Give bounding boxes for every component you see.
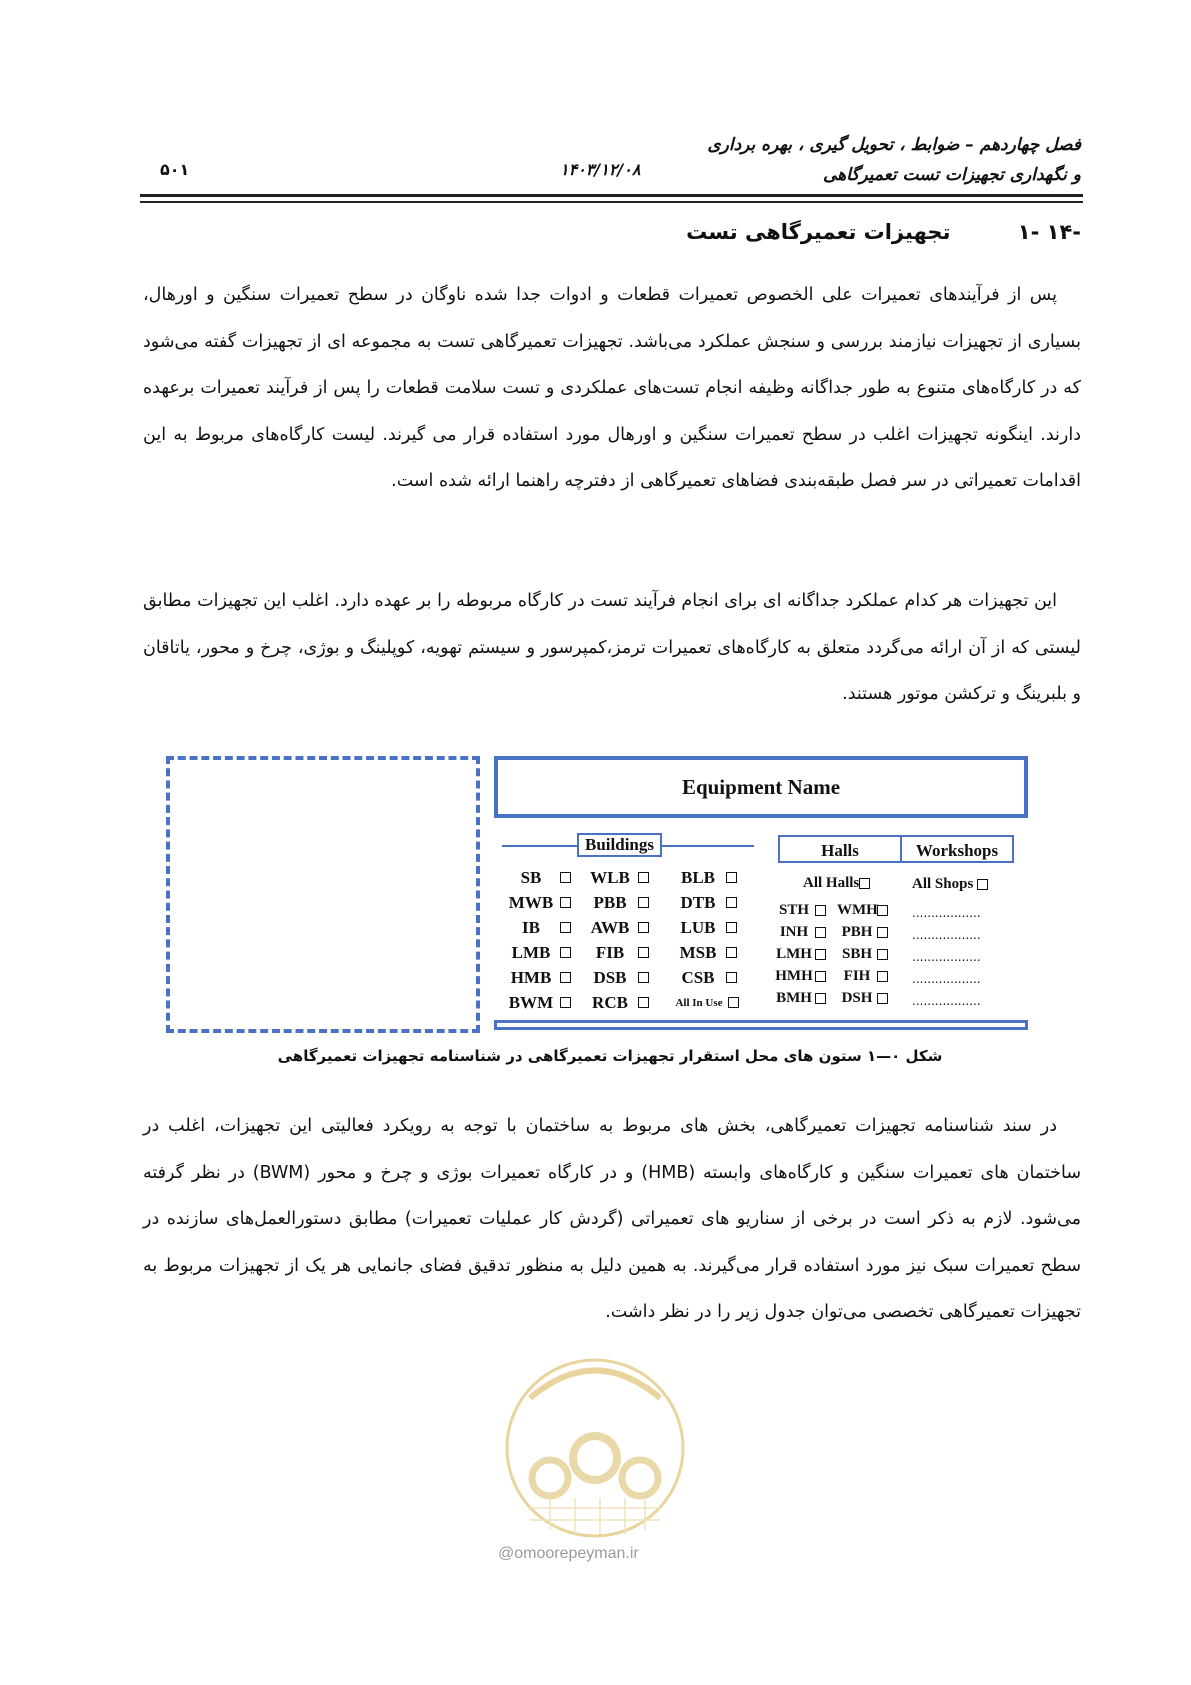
- image-placeholder-frame: [166, 756, 480, 1033]
- building-code: PBB: [593, 892, 627, 912]
- hall-checkbox[interactable]: [815, 949, 826, 960]
- hall-checkbox[interactable]: [877, 971, 888, 982]
- halls-row: [773, 899, 903, 921]
- shops-list: [912, 902, 981, 1012]
- shop-placeholder-line: ..................: [912, 906, 981, 920]
- hall-checkbox[interactable]: [877, 905, 888, 916]
- building-code: DSB: [593, 967, 627, 987]
- building-code: IB: [522, 917, 540, 937]
- hall-code: INH: [779, 923, 809, 940]
- halls-row: [773, 965, 903, 987]
- hall-checkbox[interactable]: [815, 993, 826, 1004]
- building-code: MWB: [508, 892, 554, 912]
- building-code: WLB: [590, 867, 630, 887]
- workshops-label: Workshops: [900, 835, 1014, 863]
- watermark-url: @omoorepeyman.ir: [498, 1545, 639, 1562]
- all-halls: [803, 875, 870, 892]
- building-checkbox[interactable]: [560, 872, 571, 883]
- hall-checkbox[interactable]: [815, 971, 826, 982]
- building-checkbox[interactable]: [728, 997, 739, 1008]
- equipment-name-label: Equipment Name: [681, 774, 841, 799]
- all-shops-label: All Shops: [912, 876, 974, 892]
- hall-code: LMH: [776, 945, 812, 962]
- buildings-label: Buildings: [577, 833, 662, 857]
- shop-placeholder-line: ..................: [912, 950, 981, 964]
- hall-code: WMH: [837, 901, 878, 918]
- hall-checkbox[interactable]: [877, 949, 888, 960]
- chapter-title-line1: فصل چهاردهم – ضوابط ، تحویل گیری ، بهره برداری: [707, 135, 1081, 155]
- page-number: ۵۰۱: [160, 160, 190, 179]
- building-checkbox[interactable]: [638, 947, 649, 958]
- building-checkbox[interactable]: [560, 997, 571, 1008]
- figure-bottom-bar: [494, 1020, 1028, 1030]
- buildings-row: [502, 915, 760, 940]
- building-checkbox[interactable]: [560, 972, 571, 983]
- hall-code: FIH: [843, 967, 871, 984]
- figure-caption: شکل ۰—۱ ستون های محل استقرار تجهیزات تعمیرگاهی در شناسنامه تجهیزات تعمیرگاهی: [277, 1047, 943, 1065]
- building-checkbox[interactable]: [726, 897, 737, 908]
- shop-placeholder-line: ..................: [912, 994, 981, 1008]
- building-checkbox[interactable]: [726, 947, 737, 958]
- building-checkbox[interactable]: [638, 972, 649, 983]
- paragraph-2: [143, 578, 1081, 718]
- all-halls-checkbox[interactable]: [859, 878, 870, 889]
- building-checkbox[interactable]: [638, 872, 649, 883]
- building-checkbox[interactable]: [638, 922, 649, 933]
- chapter-title: [707, 130, 1081, 190]
- all-halls-label: All Halls: [803, 875, 860, 891]
- halls-row: [773, 987, 903, 1009]
- building-checkbox[interactable]: [560, 947, 571, 958]
- building-checkbox[interactable]: [726, 972, 737, 983]
- building-code: SB: [520, 867, 542, 887]
- section-title: تجهیزات تعمیرگاهی تست: [686, 220, 951, 244]
- equipment-name-box: [494, 756, 1028, 818]
- hall-checkbox[interactable]: [877, 927, 888, 938]
- building-code: LUB: [680, 917, 716, 937]
- building-checkbox[interactable]: [726, 922, 737, 933]
- hall-checkbox[interactable]: [877, 993, 888, 1004]
- paragraph-1-text: پس از فرآیندهای تعمیرات علی الخصوص تعمیرات قطعات و ادوات جدا شده ناوگان در سطح تعمیرات سنگین و اورهال، بسیاری از تجهیزات نیازمند بررسی و سنجش عملکرد می‌باشد. تجهیزات تعمیرگاهی تست به مجموعه ای از تجهیزات گفته می‌شود که در کارگاه‌های متنوع به طور جداگانه وظیفه انجام تست‌های عملکردی و تست سلامت قطعات را پس از فرآیند تعمیرات برعهده دارند. اینگونه تجهیزات اغلب در سطح تعمیرات سنگین و اورهال مورد استفاده قرار می گیرند. لیست کارگاه‌های مربوط به این اقدامات تعمیراتی در سر فصل طبقه‌بندی فضاهای تعمیرگاهی از دفترچه راهنما ارائه شده است.: [143, 285, 1081, 491]
- building-code: HMB: [510, 967, 552, 987]
- building-checkbox[interactable]: [726, 872, 737, 883]
- paragraph-3: [143, 1103, 1081, 1336]
- all-shops: [912, 876, 988, 893]
- watermark-logo: [490, 1348, 700, 1542]
- building-code: DTB: [680, 892, 716, 912]
- section-heading: [686, 220, 1081, 244]
- building-code: CSB: [681, 967, 715, 987]
- hall-code: PBH: [841, 923, 873, 940]
- hall-code: BMH: [776, 989, 812, 1006]
- hall-checkbox[interactable]: [815, 927, 826, 938]
- buildings-grid: [502, 865, 760, 1015]
- halls-label: Halls: [778, 835, 902, 863]
- halls-row: [773, 943, 903, 965]
- building-checkbox[interactable]: [560, 922, 571, 933]
- hall-code: HMH: [775, 967, 813, 984]
- halls-grid: [773, 899, 903, 1009]
- buildings-row: [502, 965, 760, 990]
- building-code: BLB: [680, 867, 716, 887]
- building-code: BWM: [508, 992, 554, 1012]
- paragraph-1: [143, 272, 1081, 505]
- section-number: -۱۴ -۱: [1017, 220, 1081, 244]
- buildings-row: [502, 890, 760, 915]
- halls-row: [773, 921, 903, 943]
- hall-code: STH: [778, 901, 809, 918]
- shop-placeholder-line: ..................: [912, 972, 981, 986]
- building-code: FIB: [595, 942, 625, 962]
- building-code: LMB: [511, 942, 551, 962]
- all-shops-checkbox[interactable]: [977, 879, 988, 890]
- building-code: All In Use: [675, 996, 723, 1009]
- paragraph-3-text: در سند شناسنامه تجهیزات تعمیرگاهی، بخش های مربوط به ساختمان با توجه به رویکرد فعالیتی این تجهیزات، اغلب در ساختمان های تعمیرات سنگین و کارگاه‌های وابسته (HMB) و در کارگاه تعمیرات بوژی و چرخ و محور (BWM) در نظر گرفته می‌شود. لازم به ذکر است در برخی از سناریو های تعمیراتی (گردش کار عملیات تعمیرات) مطابق دستورالعمل‌های سازنده در سطح تعمیرات سبک نیز مورد استفاده قرار می‌گیرند. به همین دلیل به منظور تدقیق فضای جانمایی هر یک از تجهیزات مربوط به تجهیزات تعمیرگاهی تخصصی می‌توان جدول زیر را در نظر داشت.: [143, 1116, 1081, 1322]
- building-code: MSB: [679, 942, 717, 962]
- hall-code: SBH: [841, 945, 872, 962]
- header-date: ۱۴۰۳/۱۲/۰۸: [560, 160, 641, 179]
- shop-placeholder-line: ..................: [912, 928, 981, 942]
- building-checkbox[interactable]: [638, 897, 649, 908]
- buildings-row: [502, 990, 760, 1015]
- building-code: AWB: [590, 917, 630, 937]
- buildings-row: [502, 940, 760, 965]
- building-checkbox[interactable]: [638, 997, 649, 1008]
- header-rule-thick: [140, 194, 1083, 197]
- header-rule-thin: [140, 201, 1083, 203]
- hall-code: DSH: [841, 989, 873, 1006]
- hall-checkbox[interactable]: [815, 905, 826, 916]
- building-code: RCB: [592, 992, 628, 1012]
- chapter-title-line2: و نگهداری تجهیزات تست تعمیرگاهی: [822, 165, 1081, 185]
- buildings-row: [502, 865, 760, 890]
- building-checkbox[interactable]: [560, 897, 571, 908]
- paragraph-2-text: این تجهیزات هر کدام عملکرد جداگانه ای برای انجام فرآیند تست در کارگاه مربوطه را بر عهده دارد. اغلب این تجهیزات مطابق لیستی که از آن ارائه می‌گردد متعلق به کارگاه‌های تعمیرات ترمز،کمپرسور و سیستم تهویه، کوپلینگ و بوژی، چرخ و محور، یاتاقان و بلبرینگ و ترکشن موتور هستند.: [143, 591, 1081, 704]
